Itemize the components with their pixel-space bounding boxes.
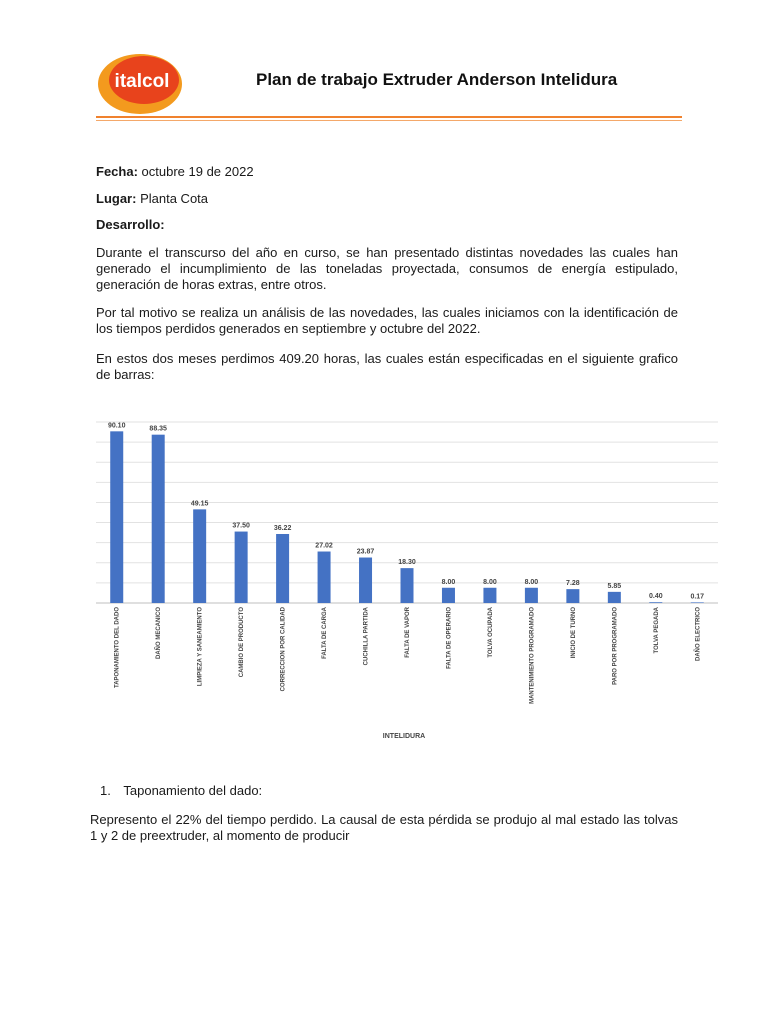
category-tick-label: CUCHILLA PARTIDA [363,607,370,666]
bar-data-label: 8.00 [483,578,497,586]
bar [483,588,496,603]
bar-data-label: 49.15 [190,500,209,508]
category-tick-label: TOLVA PEGADA [653,607,660,654]
bar [442,588,455,603]
fecha-line [96,164,254,179]
bar [401,568,414,603]
bar [276,534,289,603]
bar-data-label: 36.22 [273,524,292,532]
bar-data-label: 0.17 [690,593,705,601]
fecha-label: Fecha: [96,164,138,179]
fecha-value: octubre 19 de 2022 [141,164,254,179]
bar [152,435,165,603]
bar-data-label: 27.02 [315,542,333,550]
chart-svg [88,404,720,752]
bar-data-label: 88.35 [149,425,167,433]
list-item-1 [100,783,262,798]
list-item-number: 1. [100,783,111,798]
lugar-line [96,191,208,206]
bar-data-label: 0.40 [648,593,663,601]
bar [566,589,579,603]
italcol-logo [96,48,184,116]
paragraph-hours: En estos dos meses perdimos 409.20 horas, las cuales están especificadas en el siguiente grafico de barras: [96,351,678,382]
category-tick-label: FALTA DE CARGA [322,607,329,659]
bar [649,602,662,603]
category-tick-label: PARO POR PROGRAMADO [612,607,619,685]
bar [110,431,123,603]
x-axis-title: INTELIDURA [382,733,426,740]
category-tick-label: FALTA DE VAPOR [405,607,411,658]
category-tick-label: LIMPIEZA Y SANEAMIENTO [197,607,204,687]
bar [235,532,248,603]
category-tick-label: INICIO DE TURNO [570,607,577,659]
bar-data-label: 90.10 [107,422,126,430]
list-item-text: Taponamiento del dado: [123,783,263,798]
bar [525,588,538,603]
category-tick-label: DAÑO ELECTRICO [695,607,702,661]
paragraph-analysis: Por tal motivo se realiza un análisis de las novedades, las cuales iniciamos con la identificación de los tiempos perdidos generados en septiembre y octubre del 2022. [96,305,678,336]
lost-time-bar-chart [88,404,720,752]
bar-data-label: 37.50 [232,522,250,530]
bar [193,509,206,603]
category-tick-label: MANTENIMIENTO PROGRAMADO [529,607,536,704]
category-tick-label: FALTA DE OPERARIO [446,607,453,669]
bar [691,602,704,603]
header-divider [96,116,682,121]
logo-shape [96,48,184,116]
category-tick-label: CAMBIO DE PRODUCTO [239,607,246,678]
bar [359,558,372,603]
paragraph-intro: Durante el transcurso del año en curso, se han presentado distintas novedades las cuales han generado el incumplimiento de las toneladas proyectada, consumos de energía estipulado, generación de horas extras, entre otros. [96,245,678,292]
bar-data-label: 8.00 [441,578,456,586]
desarrollo-line [96,217,165,232]
lugar-label: Lugar: [96,191,137,206]
category-tick-label: CORRECCION POR CALIDAD [280,607,287,692]
bar-data-label: 18.30 [398,559,416,567]
category-tick-label: TAPONAMIENTO DEL DADO [114,607,121,689]
bar [608,592,621,603]
category-tick-label: TOLVA OCUPADA [487,607,494,658]
logo-text: italcol [114,71,170,92]
bar-data-label: 5.85 [607,582,622,590]
bar-data-label: 8.00 [524,578,539,586]
bar-data-label: 23.87 [356,548,375,556]
desarrollo-label: Desarrollo: [96,217,165,232]
category-tick-label: DAÑO MECANICO [156,607,163,659]
document-title: Plan de trabajo Extruder Anderson Intelidura [256,70,618,89]
lugar-value: Planta Cota [140,191,209,206]
paragraph-taponamiento: Represento el 22% del tiempo perdido. La causal de esta pérdida se produjo al mal estado las tolvas 1 y 2 de preextruder, al momento de producir [90,812,678,843]
bar [318,552,331,603]
bar-data-label: 7.28 [566,580,580,588]
